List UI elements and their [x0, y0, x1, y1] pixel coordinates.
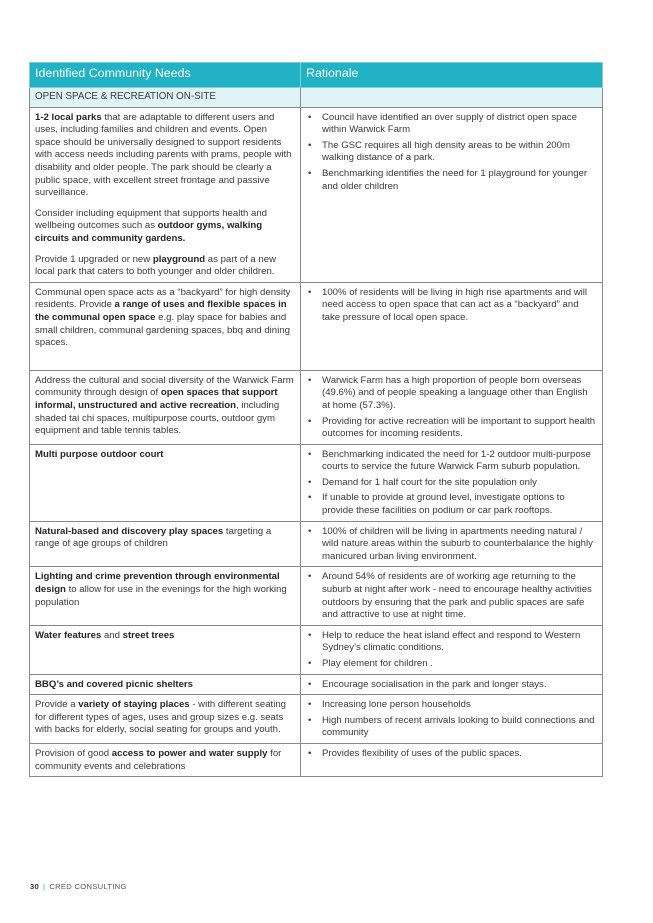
body-text: Consider including equipment that supports health and wellbeing outcomes such as	[35, 207, 268, 232]
rationale-item: • Providing for active recreation will be important to support health outcomes for incoming residents.	[322, 416, 597, 441]
body-text: that are adaptable to different users and uses, including families and children and events. Open space should be universally designed to support residents with access needs including parents with prams, people with disability and older people. The park should be clearly a public space, with excellent street frontage and passive surveillance.	[35, 111, 292, 199]
table-row	[30, 625, 603, 674]
rationale-list	[306, 699, 597, 740]
need-paragraph	[35, 630, 295, 643]
page-number: 30	[30, 882, 40, 891]
need-cell	[30, 567, 301, 625]
body-text: as part of a new local park that caters to both younger and older children.	[35, 253, 277, 278]
need-paragraph	[35, 748, 295, 773]
need-paragraph	[35, 699, 295, 737]
table-row	[30, 107, 603, 282]
rationale-item: • Play element for children .	[322, 658, 597, 671]
rationale-cell	[301, 625, 603, 674]
emphasis-text: outdoor gyms, walking circuits and community gardens.	[35, 220, 263, 244]
body-text: Provision of good	[35, 747, 112, 759]
rationale-item: • Encourage socialisation in the park and longer stays.	[322, 679, 597, 692]
header-identified-community-needs: Identified Community Needs	[30, 63, 301, 88]
need-cell	[30, 444, 301, 521]
rationale-item: • High numbers of recent arrivals looking to build connections and community	[322, 715, 597, 740]
body-text: to allow for use in the evenings for the high working population	[35, 584, 287, 608]
table-row	[30, 444, 603, 521]
emphasis-text: access to power and water supply	[111, 747, 268, 759]
need-paragraph	[35, 571, 295, 609]
rationale-cell	[301, 567, 603, 625]
body-text: Communal open space acts as a “backyard” for high density residents. Provide	[35, 286, 291, 311]
table-row	[30, 743, 603, 776]
rationale-item: • Warwick Farm has a high proportion of people born overseas (49.6%) and of people speaking a language other than English at home (57.3%).	[322, 375, 597, 413]
table-row	[30, 674, 603, 695]
emphasis-text: playground	[152, 253, 206, 265]
rationale-list	[306, 449, 597, 518]
need-paragraph	[35, 526, 295, 551]
company-name: CRED CONSULTING	[49, 882, 127, 891]
rationale-list	[306, 571, 597, 621]
emphasis-text: Multi purpose outdoor court	[35, 448, 164, 460]
emphasis-text: street trees	[122, 629, 175, 641]
need-cell	[30, 695, 301, 744]
section-blank-cell	[301, 88, 603, 108]
emphasis-text: 1-2 local parks	[35, 111, 102, 123]
emphasis-text: open spaces that support informal, unstructured and active recreation	[35, 387, 278, 411]
header-rationale: Rationale	[301, 63, 603, 88]
need-cell	[30, 674, 301, 695]
body-text: for community events and celebrations	[35, 747, 282, 772]
rationale-list	[306, 679, 597, 692]
table-row	[30, 695, 603, 744]
rationale-cell	[301, 444, 603, 521]
page-footer	[30, 882, 127, 891]
table-row	[30, 370, 603, 444]
rationale-item: • Around 54% of residents are of working age returning to the suburb at night after work - need to encourage healthy activities outdoors by ensuring that the park and public spaces are safe and attractive to use at night time.	[322, 571, 597, 621]
rationale-cell	[301, 521, 603, 567]
section-row	[30, 88, 603, 108]
emphasis-text: BBQ’s and covered picnic shelters	[35, 678, 193, 690]
rationale-cell	[301, 674, 603, 695]
need-paragraph	[35, 449, 295, 462]
rationale-item: • 100% of children will be living in apartments needing natural / wild nature areas within the suburb to counterbalance the highly manicured urban living environment.	[322, 526, 597, 564]
need-paragraph	[35, 287, 295, 350]
rationale-list	[306, 630, 597, 671]
rationale-item: • 100% of residents will be living in high rise apartments and will need access to open space that can act as a “backyard” and take pressure of local open space.	[322, 287, 597, 325]
rationale-cell	[301, 695, 603, 744]
need-paragraph	[35, 254, 295, 279]
rationale-item: • If unable to provide at ground level, investigate options to provide these facilities on podium or car park rooftops.	[322, 492, 597, 517]
rationale-item: • Help to reduce the heat island effect and respond to Western Sydney’s climatic conditions.	[322, 630, 597, 655]
section-title: OPEN SPACE & RECREATION ON-SITE	[30, 88, 301, 108]
need-paragraph	[35, 208, 295, 246]
rationale-item: • The GSC requires all high density areas to be within 200m walking distance of a park.	[322, 140, 597, 165]
need-cell	[30, 625, 301, 674]
need-paragraph	[35, 112, 295, 200]
rationale-list	[306, 287, 597, 325]
need-cell	[30, 282, 301, 370]
rationale-cell	[301, 107, 603, 282]
need-paragraph	[35, 375, 295, 438]
table-row	[30, 282, 603, 370]
emphasis-text: Natural-based and discovery play spaces	[35, 525, 224, 537]
need-cell	[30, 743, 301, 776]
body-text: targeting a range of age groups of children	[35, 525, 272, 550]
need-cell	[30, 521, 301, 567]
table-header-row	[30, 63, 603, 88]
body-text: Address the cultural and social diversity of the Warwick Farm community through design of	[35, 374, 294, 399]
need-paragraph	[35, 679, 295, 692]
rationale-item: • Benchmarking identifies the need for 1 playground for younger and older children	[322, 168, 597, 193]
rationale-list	[306, 748, 597, 761]
body-text: - with different seating for different types of ages, uses and group sizes e.g. seats with backs for elderly, social seating for groups and youth.	[35, 699, 287, 736]
rationale-cell	[301, 282, 603, 370]
need-cell	[30, 107, 301, 282]
rationale-item: • Increasing lone person households	[322, 699, 597, 712]
rationale-cell	[301, 370, 603, 444]
rationale-list	[306, 375, 597, 441]
rationale-list	[306, 526, 597, 564]
emphasis-text: variety of staying places	[78, 699, 190, 711]
rationale-cell	[301, 743, 603, 776]
rationale-item: • Demand for 1 half court for the site population only	[322, 477, 597, 490]
body-text: Provide a	[35, 699, 79, 711]
emphasis-text: Water features	[35, 629, 102, 641]
body-text: and	[101, 629, 123, 641]
rationale-item: • Council have identified an over supply of district open space within Warwick Farm	[322, 112, 597, 137]
emphasis-text: Lighting and crime prevention through environmental design	[35, 571, 280, 596]
rationale-item: • Benchmarking indicated the need for 1-2 outdoor multi-purpose courts to service the future Warwick Farm suburb population.	[322, 449, 597, 474]
body-text: , including shaded tai chi spaces, multipurpose courts, outdoor gym equipment and table tennis tables.	[35, 399, 280, 437]
rationale-list	[306, 112, 597, 194]
need-cell	[30, 370, 301, 444]
body-text: Provide 1 upgraded or new	[35, 253, 153, 265]
footer-separator: |	[43, 882, 46, 891]
table-row	[30, 521, 603, 567]
community-needs-table	[29, 62, 603, 777]
emphasis-text: a range of uses and flexible spaces in the communal open space	[35, 299, 287, 323]
rationale-item: • Provides flexibility of uses of the public spaces.	[322, 748, 597, 761]
body-text: e.g. play space for babies and small children, communal gardening spaces, bbq and dining spaces.	[35, 311, 290, 349]
table-row	[30, 567, 603, 625]
